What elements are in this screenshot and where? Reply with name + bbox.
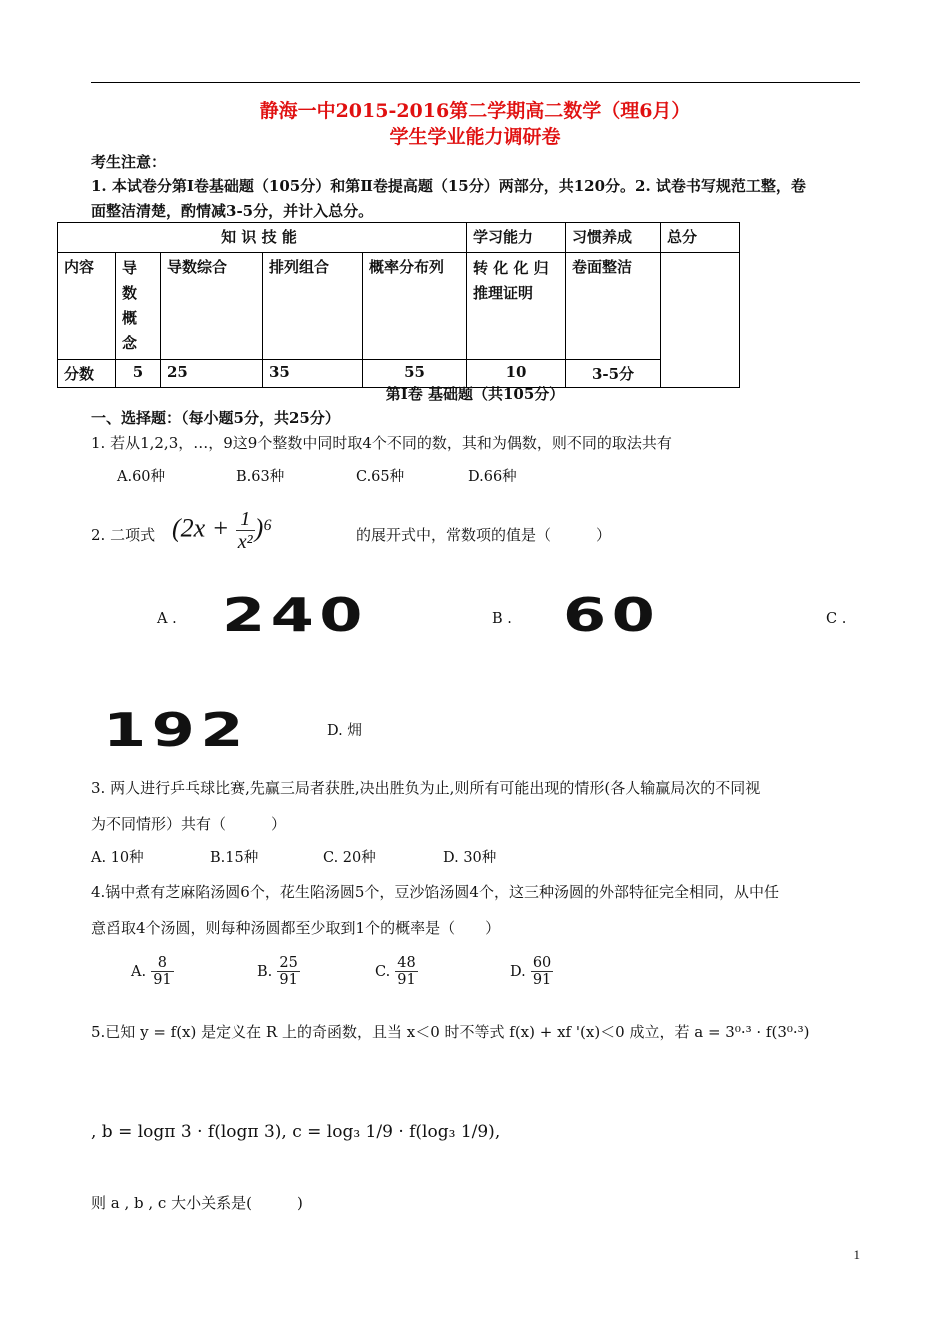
q5-line1: 5.已知 y = f(x) 是定义在 R 上的奇函数，且当 x＜0 时不等式 f(x) + xf '(x)＜0 成立，若 a = 3⁰·³ · f(3⁰·³) [91,1023,810,1041]
q1-option-b: B.63种 [236,469,285,485]
score-permutation: 35 [263,360,363,388]
q3-option-b: B.15种 [210,850,259,866]
q3-option-a: A. 10种 [91,850,144,866]
notice-line1: 1. 本试卷分第Ⅰ卷基础题（105分）和第Ⅱ卷提高题（15分）两部分，共120分。2. 试卷书写规范工整，卷 [91,177,806,195]
q3-option-c: C. 20种 [323,850,376,866]
q2-stem-after: 的展开式中，常数项的值是（ ） [356,526,612,544]
cell-total-blank [661,253,740,388]
cell-neatness: 卷面整洁 [566,253,661,360]
row-label-content: 内容 [58,253,116,360]
q1-stem: 1. 若从1,2,3，…，9这9个整数中同时取4个不同的数，其和为偶数，则不同的取法共有 [91,434,672,452]
top-rule [91,82,860,83]
cell-derivative-concept: 导 数 概 念 [116,253,161,360]
q5-line3: 则 a , b , c 大小关系是( ) [91,1194,303,1212]
score-table [57,222,740,388]
q3-line1: 3. 两人进行乒乓球比赛,先赢三局者获胜,决出胜负为止,则所有可能出现的情形(各人输赢局次的不同视 [91,779,761,797]
q2-option-a-value: 240 [222,588,368,642]
q4-option-b: B. $\frac{25}{91}$ [257,955,298,988]
notice-line2: 面整洁清楚，酌情减3-5分，并计入总分。 [91,202,374,220]
score-derivative-concept: 5 [116,360,161,388]
score-probability: 55 [363,360,467,388]
score-transformation: 10 [467,360,566,388]
cell-probability: 概率分布列 [363,253,467,360]
q3-line2: 为不同情形）共有（ ） [91,815,287,833]
q2-option-d: D. 㶲 [327,723,362,739]
header-learning-ability: 学习能力 [467,223,566,253]
q2-option-a-label: A . [157,611,177,627]
row-label-score: 分数 [58,360,116,388]
q2-binomial-expression: (2x + $\frac{1}{\text{x²}}$ )⁶ [172,508,273,553]
notice-heading: 考生注意： [91,153,167,171]
q1-option-c: C.65种 [356,469,405,485]
cell-derivative-synthesis: 导数综合 [161,253,263,360]
q2-stem-before: 2. 二项式 [91,526,156,544]
q2-option-c-value: 192 [103,703,249,757]
cell-permutation: 排列组合 [263,253,363,360]
q1-option-a: A.60种 [117,469,166,485]
q4-line2: 意舀取4个汤圆，则每种汤圆都至少取到1个的概率是（ ） [91,919,501,937]
q2-option-b-value: 60 [563,588,661,642]
section1-heading: 第Ⅰ卷 基础题（共105分） [385,385,565,403]
q3-option-d: D. 30种 [443,850,497,866]
score-derivative-synthesis: 25 [161,360,263,388]
q4-option-c: C. $\frac{48}{91}$ [375,955,416,988]
q4-line1: 4.锅中煮有芝麻陷汤圆6个，花生陷汤圆5个，豆沙馅汤圆4个，这三种汤圆的外部特征完全相同，从中任 [91,883,779,901]
q4-option-d: D. $\frac{60}{91}$ [510,955,552,988]
q1-option-d: D.66种 [468,469,517,485]
header-knowledge-skills: 知 识 技 能 [58,223,467,253]
q2-option-c-label: C . [826,611,847,627]
part1-heading: 一、选择题：（每小题5分，共25分） [91,409,340,427]
exam-title-line2: 学生学业能力调研卷 [389,126,561,148]
score-neatness: 3-5分 [566,360,661,388]
header-total: 总分 [661,223,740,253]
page-number: 1 [853,1247,860,1262]
exam-title-line1: 静海一中2015-2016第二学期高二数学（理6月） [259,100,691,122]
q5-line2: , b = logπ 3 · f(logπ 3), c = log₃ 1/9 · f(log₃ 1/9), [91,1122,501,1142]
cell-transformation-proof: 转 化 化 归 推理证明 [467,253,566,360]
q4-option-a: A. $\frac{8}{91}$ [131,955,172,988]
header-habits: 习惯养成 [566,223,661,253]
q2-option-b-label: B . [492,611,512,627]
